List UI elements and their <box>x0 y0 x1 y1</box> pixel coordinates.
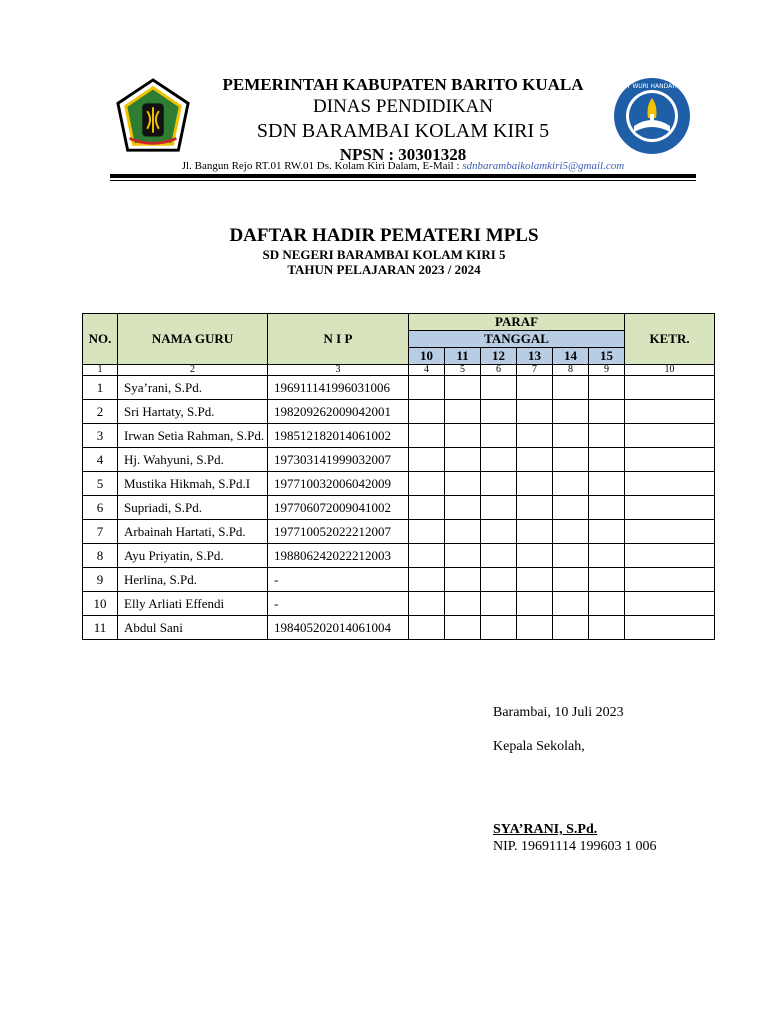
paraf-cell[interactable] <box>445 472 481 496</box>
paraf-cell[interactable] <box>409 472 445 496</box>
row-number: 3 <box>83 424 118 448</box>
teacher-nip: 198405202014061004 <box>268 616 409 640</box>
paraf-cell[interactable] <box>553 376 589 400</box>
column-number-row <box>83 365 715 376</box>
paraf-cell[interactable] <box>589 520 625 544</box>
column-number: 5 <box>445 365 481 376</box>
row-number: 1 <box>83 376 118 400</box>
paraf-cell[interactable] <box>481 520 517 544</box>
paraf-cell[interactable] <box>445 400 481 424</box>
ketr-cell[interactable] <box>625 592 715 616</box>
header-tanggal: TANGGAL <box>409 331 625 348</box>
paraf-cell[interactable] <box>517 448 553 472</box>
paraf-cell[interactable] <box>553 400 589 424</box>
paraf-cell[interactable] <box>517 496 553 520</box>
kabupaten-barito-kuala-emblem <box>114 78 192 156</box>
table-row <box>83 472 715 496</box>
letterhead-rule-thin <box>110 180 696 181</box>
row-number: 7 <box>83 520 118 544</box>
teacher-nip: 197303141999032007 <box>268 448 409 472</box>
table-row <box>83 568 715 592</box>
title-year: TAHUN PELAJARAN 2023 / 2024 <box>287 262 481 277</box>
paraf-cell[interactable] <box>409 544 445 568</box>
ketr-cell[interactable] <box>625 544 715 568</box>
address-text: Jl. Bangun Rejo RT.01 RW.01 Ds. Kolam Kiri Dalam, E-Mail : <box>181 160 463 172</box>
address-line <box>110 160 696 172</box>
paraf-cell[interactable] <box>589 448 625 472</box>
paraf-cell[interactable] <box>481 424 517 448</box>
header-no: NO. <box>83 314 118 365</box>
paraf-cell[interactable] <box>409 376 445 400</box>
teacher-name: Hj. Wahyuni, S.Pd. <box>118 448 268 472</box>
paraf-cell[interactable] <box>409 520 445 544</box>
teacher-nip: 198209262009042001 <box>268 400 409 424</box>
teacher-name: Supriadi, S.Pd. <box>118 496 268 520</box>
paraf-cell[interactable] <box>517 424 553 448</box>
signature-name: SYA’RANI, S.Pd. <box>493 822 598 837</box>
paraf-cell[interactable] <box>445 448 481 472</box>
paraf-cell[interactable] <box>589 544 625 568</box>
paraf-cell[interactable] <box>553 520 589 544</box>
teacher-nip: 197706072009041002 <box>268 496 409 520</box>
teacher-nip: 198806242022212003 <box>268 544 409 568</box>
ketr-cell[interactable] <box>625 448 715 472</box>
teacher-nip: 196911141996031006 <box>268 376 409 400</box>
paraf-cell[interactable] <box>589 592 625 616</box>
paraf-cell[interactable] <box>409 592 445 616</box>
paraf-cell[interactable] <box>553 544 589 568</box>
paraf-cell[interactable] <box>481 592 517 616</box>
ketr-cell[interactable] <box>625 424 715 448</box>
paraf-cell[interactable] <box>445 568 481 592</box>
header-ketr: KETR. <box>625 314 715 365</box>
header-nip: N I P <box>268 314 409 365</box>
teacher-nip: - <box>268 568 409 592</box>
column-number: 1 <box>83 365 118 376</box>
document-title <box>0 225 768 277</box>
paraf-cell[interactable] <box>445 424 481 448</box>
ketr-cell[interactable] <box>625 568 715 592</box>
paraf-cell[interactable] <box>409 616 445 640</box>
teacher-nip: - <box>268 592 409 616</box>
paraf-cell[interactable] <box>517 592 553 616</box>
column-number: 8 <box>553 365 589 376</box>
teacher-name: Abdul Sani <box>118 616 268 640</box>
teacher-name: Ayu Priyatin, S.Pd. <box>118 544 268 568</box>
table-row <box>83 400 715 424</box>
paraf-cell[interactable] <box>589 424 625 448</box>
paraf-cell[interactable] <box>481 616 517 640</box>
ketr-cell[interactable] <box>625 472 715 496</box>
paraf-cell[interactable] <box>481 568 517 592</box>
paraf-cell[interactable] <box>589 472 625 496</box>
paraf-cell[interactable] <box>445 520 481 544</box>
paraf-cell[interactable] <box>481 400 517 424</box>
signature-place-date: Barambai, 10 Juli 2023 <box>493 705 624 720</box>
paraf-cell[interactable] <box>481 448 517 472</box>
paraf-cell[interactable] <box>553 592 589 616</box>
paraf-cell[interactable] <box>517 544 553 568</box>
ketr-cell[interactable] <box>625 496 715 520</box>
paraf-cell[interactable] <box>445 376 481 400</box>
teacher-nip: 197710032006042009 <box>268 472 409 496</box>
column-number: 2 <box>118 365 268 376</box>
attendance-table <box>82 313 715 640</box>
header-date: 15 <box>589 348 625 365</box>
paraf-cell[interactable] <box>481 496 517 520</box>
paraf-cell[interactable] <box>553 472 589 496</box>
ketr-cell[interactable] <box>625 400 715 424</box>
paraf-cell[interactable] <box>409 448 445 472</box>
header-date: 11 <box>445 348 481 365</box>
paraf-cell[interactable] <box>445 544 481 568</box>
table-row <box>83 496 715 520</box>
ketr-cell[interactable] <box>625 520 715 544</box>
signature-nip: NIP. 19691114 199603 1 006 <box>493 839 657 854</box>
paraf-cell[interactable] <box>517 616 553 640</box>
government-name: PEMERINTAH KABUPATEN BARITO KUALA <box>222 75 584 94</box>
teacher-name: Sri Hartaty, S.Pd. <box>118 400 268 424</box>
title-main: DAFTAR HADIR PEMATERI MPLS <box>229 225 539 246</box>
table-row <box>83 376 715 400</box>
paraf-cell[interactable] <box>517 568 553 592</box>
paraf-cell[interactable] <box>553 496 589 520</box>
header-date: 13 <box>517 348 553 365</box>
paraf-cell[interactable] <box>517 520 553 544</box>
row-number: 5 <box>83 472 118 496</box>
paraf-cell[interactable] <box>445 616 481 640</box>
npsn: NPSN : 30301328 <box>339 145 467 164</box>
table-row <box>83 592 715 616</box>
paraf-cell[interactable] <box>553 448 589 472</box>
column-number: 7 <box>517 365 553 376</box>
letterhead-rule-thick <box>110 174 696 178</box>
paraf-cell[interactable] <box>481 544 517 568</box>
teacher-nip: 197710052022212007 <box>268 520 409 544</box>
header-date: 12 <box>481 348 517 365</box>
ketr-cell[interactable] <box>625 376 715 400</box>
paraf-cell[interactable] <box>553 616 589 640</box>
row-number: 9 <box>83 568 118 592</box>
paraf-cell[interactable] <box>409 568 445 592</box>
table-row <box>83 544 715 568</box>
paraf-cell[interactable] <box>481 376 517 400</box>
header-date: 14 <box>553 348 589 365</box>
row-number: 2 <box>83 400 118 424</box>
paraf-cell[interactable] <box>589 568 625 592</box>
row-number: 10 <box>83 592 118 616</box>
teacher-name: Mustika Hikmah, S.Pd.I <box>118 472 268 496</box>
letterhead-text <box>194 72 612 166</box>
logo-motto: TUT WURI HANDAYANI <box>618 83 686 90</box>
column-number: 6 <box>481 365 517 376</box>
paraf-cell[interactable] <box>517 376 553 400</box>
teacher-name: Arbainah Hartati, S.Pd. <box>118 520 268 544</box>
table-row <box>83 424 715 448</box>
paraf-cell[interactable] <box>445 496 481 520</box>
paraf-cell[interactable] <box>589 376 625 400</box>
paraf-cell[interactable] <box>553 568 589 592</box>
column-number: 10 <box>625 365 715 376</box>
table-row <box>83 520 715 544</box>
table-row <box>83 616 715 640</box>
ketr-cell[interactable] <box>625 616 715 640</box>
paraf-cell[interactable] <box>481 472 517 496</box>
signature-role: Kepala Sekolah, <box>493 739 585 754</box>
header-paraf: PARAF <box>409 314 625 331</box>
agency-name: DINAS PENDIDIKAN <box>313 96 493 117</box>
teacher-name: Irwan Setia Rahman, S.Pd. <box>118 424 268 448</box>
tut-wuri-handayani-logo <box>612 76 692 156</box>
teacher-nip: 198512182014061002 <box>268 424 409 448</box>
row-number: 4 <box>83 448 118 472</box>
paraf-cell[interactable] <box>409 400 445 424</box>
column-number: 4 <box>409 365 445 376</box>
paraf-cell[interactable] <box>589 496 625 520</box>
paraf-cell[interactable] <box>409 424 445 448</box>
row-number: 11 <box>83 616 118 640</box>
paraf-cell[interactable] <box>409 496 445 520</box>
column-number: 3 <box>268 365 409 376</box>
paraf-cell[interactable] <box>445 592 481 616</box>
paraf-cell[interactable] <box>517 472 553 496</box>
email-link[interactable]: sdnbarambaikolamkiri5@gmail.com <box>462 160 625 172</box>
row-number: 6 <box>83 496 118 520</box>
title-school: SD NEGERI BARAMBAI KOLAM KIRI 5 <box>262 247 506 262</box>
paraf-cell[interactable] <box>589 400 625 424</box>
row-number: 8 <box>83 544 118 568</box>
paraf-cell[interactable] <box>589 616 625 640</box>
column-number: 9 <box>589 365 625 376</box>
school-name: SDN BARAMBAI KOLAM KIRI 5 <box>256 120 550 142</box>
table-row <box>83 448 715 472</box>
teacher-name: Elly Arliati Effendi <box>118 592 268 616</box>
header-nama-guru: NAMA GURU <box>118 314 268 365</box>
teacher-name: Herlina, S.Pd. <box>118 568 268 592</box>
letterhead <box>110 72 696 182</box>
paraf-cell[interactable] <box>517 400 553 424</box>
header-date: 10 <box>409 348 445 365</box>
paraf-cell[interactable] <box>553 424 589 448</box>
teacher-name: Sya’rani, S.Pd. <box>118 376 268 400</box>
